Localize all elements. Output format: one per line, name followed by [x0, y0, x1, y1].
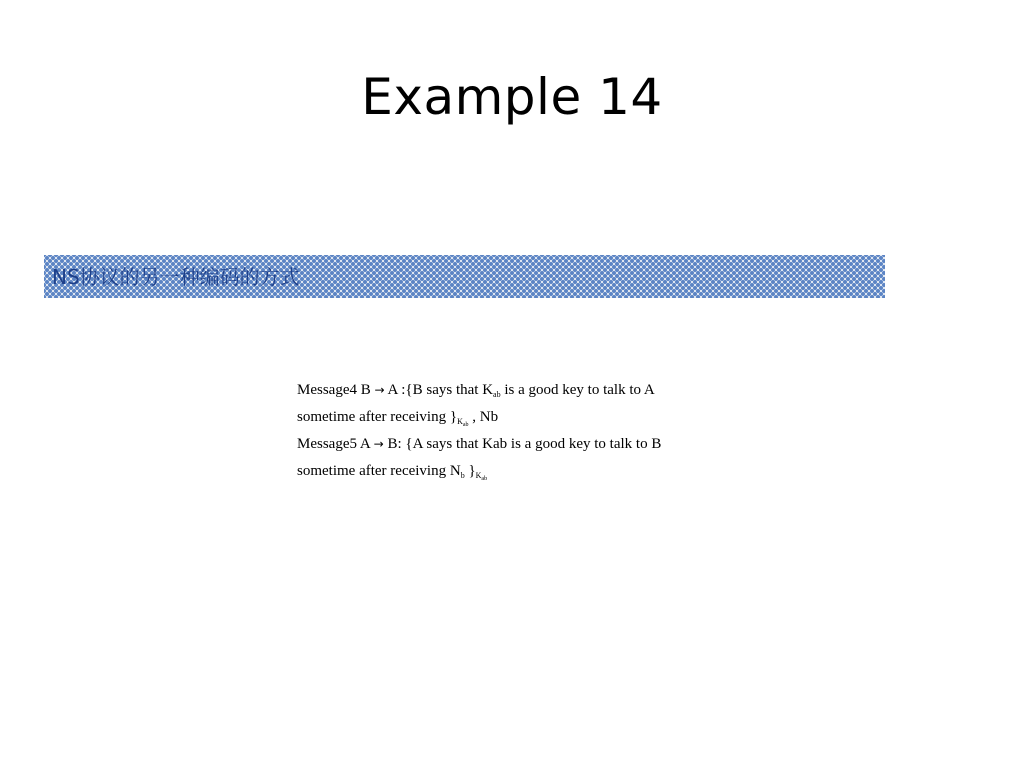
slide-title: Example 14	[361, 68, 663, 126]
message4-prefix: Message4 B	[297, 382, 371, 398]
message4-suffix: is a good key to talk to A	[500, 382, 655, 398]
continuation-prefix: sometime after receiving }	[297, 409, 458, 425]
message4-continuation	[297, 404, 767, 431]
key-subscript-main: K	[475, 471, 482, 480]
right-arrow-icon: →	[374, 383, 385, 397]
key-subscript-sub: ab	[462, 422, 469, 428]
message4-line	[297, 377, 767, 404]
message5-continuation	[297, 458, 767, 485]
key-subscript-main: K	[457, 417, 463, 426]
banner-label: NS协议的另一种编码的方式	[52, 265, 300, 289]
message-block	[297, 377, 767, 485]
message5-suffix: B: {A says that Kab is a good key to talk to B	[383, 436, 662, 452]
message4-subscript: ab	[493, 390, 501, 399]
closing-brace: }	[464, 463, 476, 479]
message5-prefix: Message5 A	[297, 436, 370, 452]
message5-line	[297, 431, 767, 458]
continuation-suffix: , Nb	[468, 409, 499, 425]
key-subscript	[476, 471, 487, 480]
nonce-subscript: b	[460, 471, 465, 480]
right-arrow-icon: →	[373, 437, 384, 451]
message4-middle: A :{B says that K	[387, 382, 494, 398]
key-subscript	[457, 417, 468, 426]
key-subscript-sub: ab	[481, 476, 488, 482]
continuation-prefix: sometime after receiving N	[297, 463, 461, 479]
